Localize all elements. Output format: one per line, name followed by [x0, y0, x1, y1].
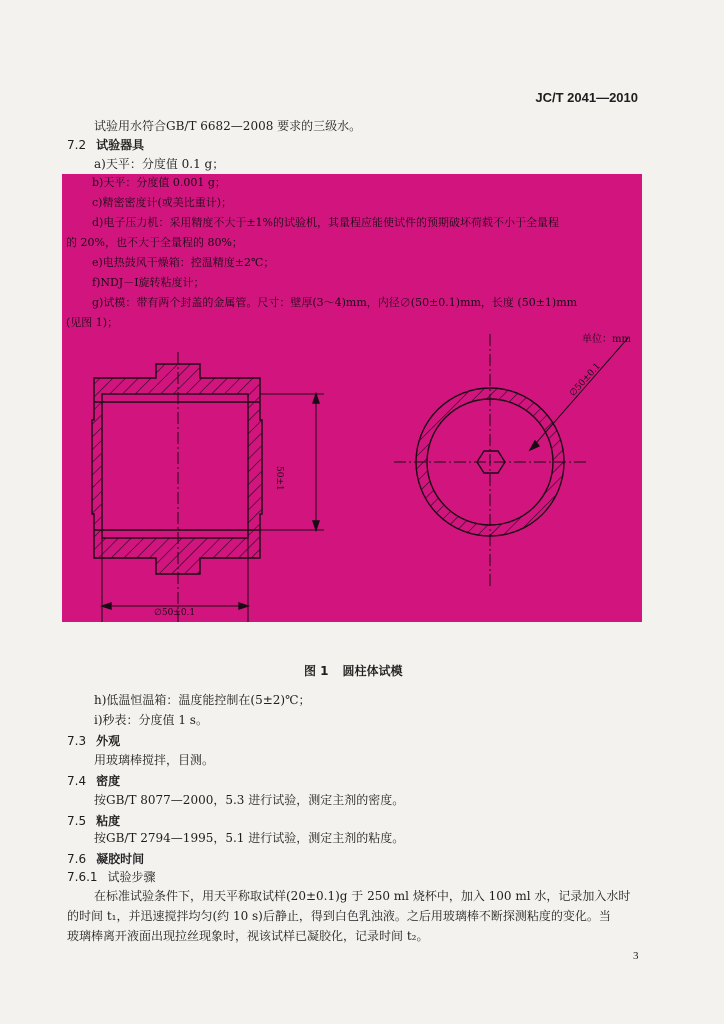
section-number: 7.6	[67, 852, 87, 866]
list-item-f: f)NDJ－Ⅰ旋转粘度计；	[92, 276, 205, 289]
section-number: 7.3	[67, 734, 87, 748]
list-item-i: i)秒表：分度值 1 s。	[94, 713, 208, 727]
figure-number: 图 1	[304, 664, 329, 678]
list-item-e: e)电热鼓风干燥箱：控温精度±2℃；	[92, 256, 275, 269]
width-dimension-label: ∅50±0.1	[154, 608, 196, 618]
list-item-a: a)天平：分度值 0.1 g；	[94, 157, 225, 171]
unit-label: 单位：mm	[582, 334, 631, 345]
section-number: 7.6.1	[67, 870, 98, 884]
section-title: 试验步骤	[107, 870, 156, 884]
section-7-4-heading	[67, 772, 120, 789]
section-7-3-heading	[67, 732, 120, 749]
height-dimension-label: 50±1	[274, 466, 284, 491]
gel-time-procedure-line1: 在标准试验条件下，用天平称取试样(20±0.1)g 于 250 ml 烧杯中，加入 100 ml 水，记录加入水时	[94, 889, 631, 903]
diameter-dimension-label: ∅50±0.1	[568, 361, 603, 399]
list-item-h: h)低温恒温箱：温度能控制在(5±2)℃；	[94, 693, 311, 707]
list-item-g-line2: (见图 1)；	[66, 316, 119, 329]
figure-caption	[304, 662, 403, 679]
list-item-d-line1: d)电子压力机：采用精度不大于±1%的试验机，其量程应能使试件的预期破坏荷载不小于全量程	[92, 216, 559, 229]
section-number: 7.4	[67, 774, 87, 788]
gel-time-procedure-line3: 玻璃棒离开液面出现拉丝现象时，视该试样已凝胶化，记录时间 t₂。	[67, 929, 429, 943]
section-7-6-1-heading	[67, 868, 156, 885]
section-number: 7.2	[67, 138, 87, 152]
water-requirement-text: 试验用水符合GB/T 6682—2008 要求的三级水。	[94, 119, 362, 133]
viscosity-text: 按GB/T 2794—1995，5.1 进行试验，测定主剂的粘度。	[94, 831, 405, 845]
list-item-g-line1: g)试模：带有两个封盖的金属管。尺寸：壁厚(3～4)mm，内径∅(50±0.1)mm，长度 (50±1)mm	[92, 296, 578, 309]
figure-title: 圆柱体试模	[342, 664, 403, 678]
section-7-2-heading	[67, 136, 144, 153]
section-title: 试验器具	[96, 138, 145, 152]
section-title: 密度	[96, 774, 121, 788]
list-item-d-line2: 的 20%，也不大于全量程的 80%；	[66, 236, 243, 249]
cylinder-mold-drawing	[62, 174, 642, 622]
page-number: 3	[633, 950, 639, 962]
section-7-6-heading	[67, 850, 144, 867]
section-title: 粘度	[96, 814, 121, 828]
list-item-c: c)精密密度计(或美比重计)；	[92, 196, 233, 209]
density-text: 按GB/T 8077—2000，5.3 进行试验，测定主剂的密度。	[94, 793, 405, 807]
gel-time-procedure-line2: 的时间 t₁，并迅速搅拌均匀(约 10 s)后静止，得到白色乳浊液。之后用玻璃棒不断探测粘度的变化。当	[67, 909, 611, 923]
section-7-5-heading	[67, 812, 120, 829]
appearance-text: 用玻璃棒搅拌，目测。	[94, 753, 215, 767]
section-number: 7.5	[67, 814, 87, 828]
highlight-region	[62, 174, 642, 622]
section-title: 凝胶时间	[96, 852, 145, 866]
list-item-b: b)天平：分度值 0.001 g；	[92, 176, 226, 189]
section-title: 外观	[96, 734, 121, 748]
standard-number: JC/T 2041—2010	[535, 90, 638, 105]
